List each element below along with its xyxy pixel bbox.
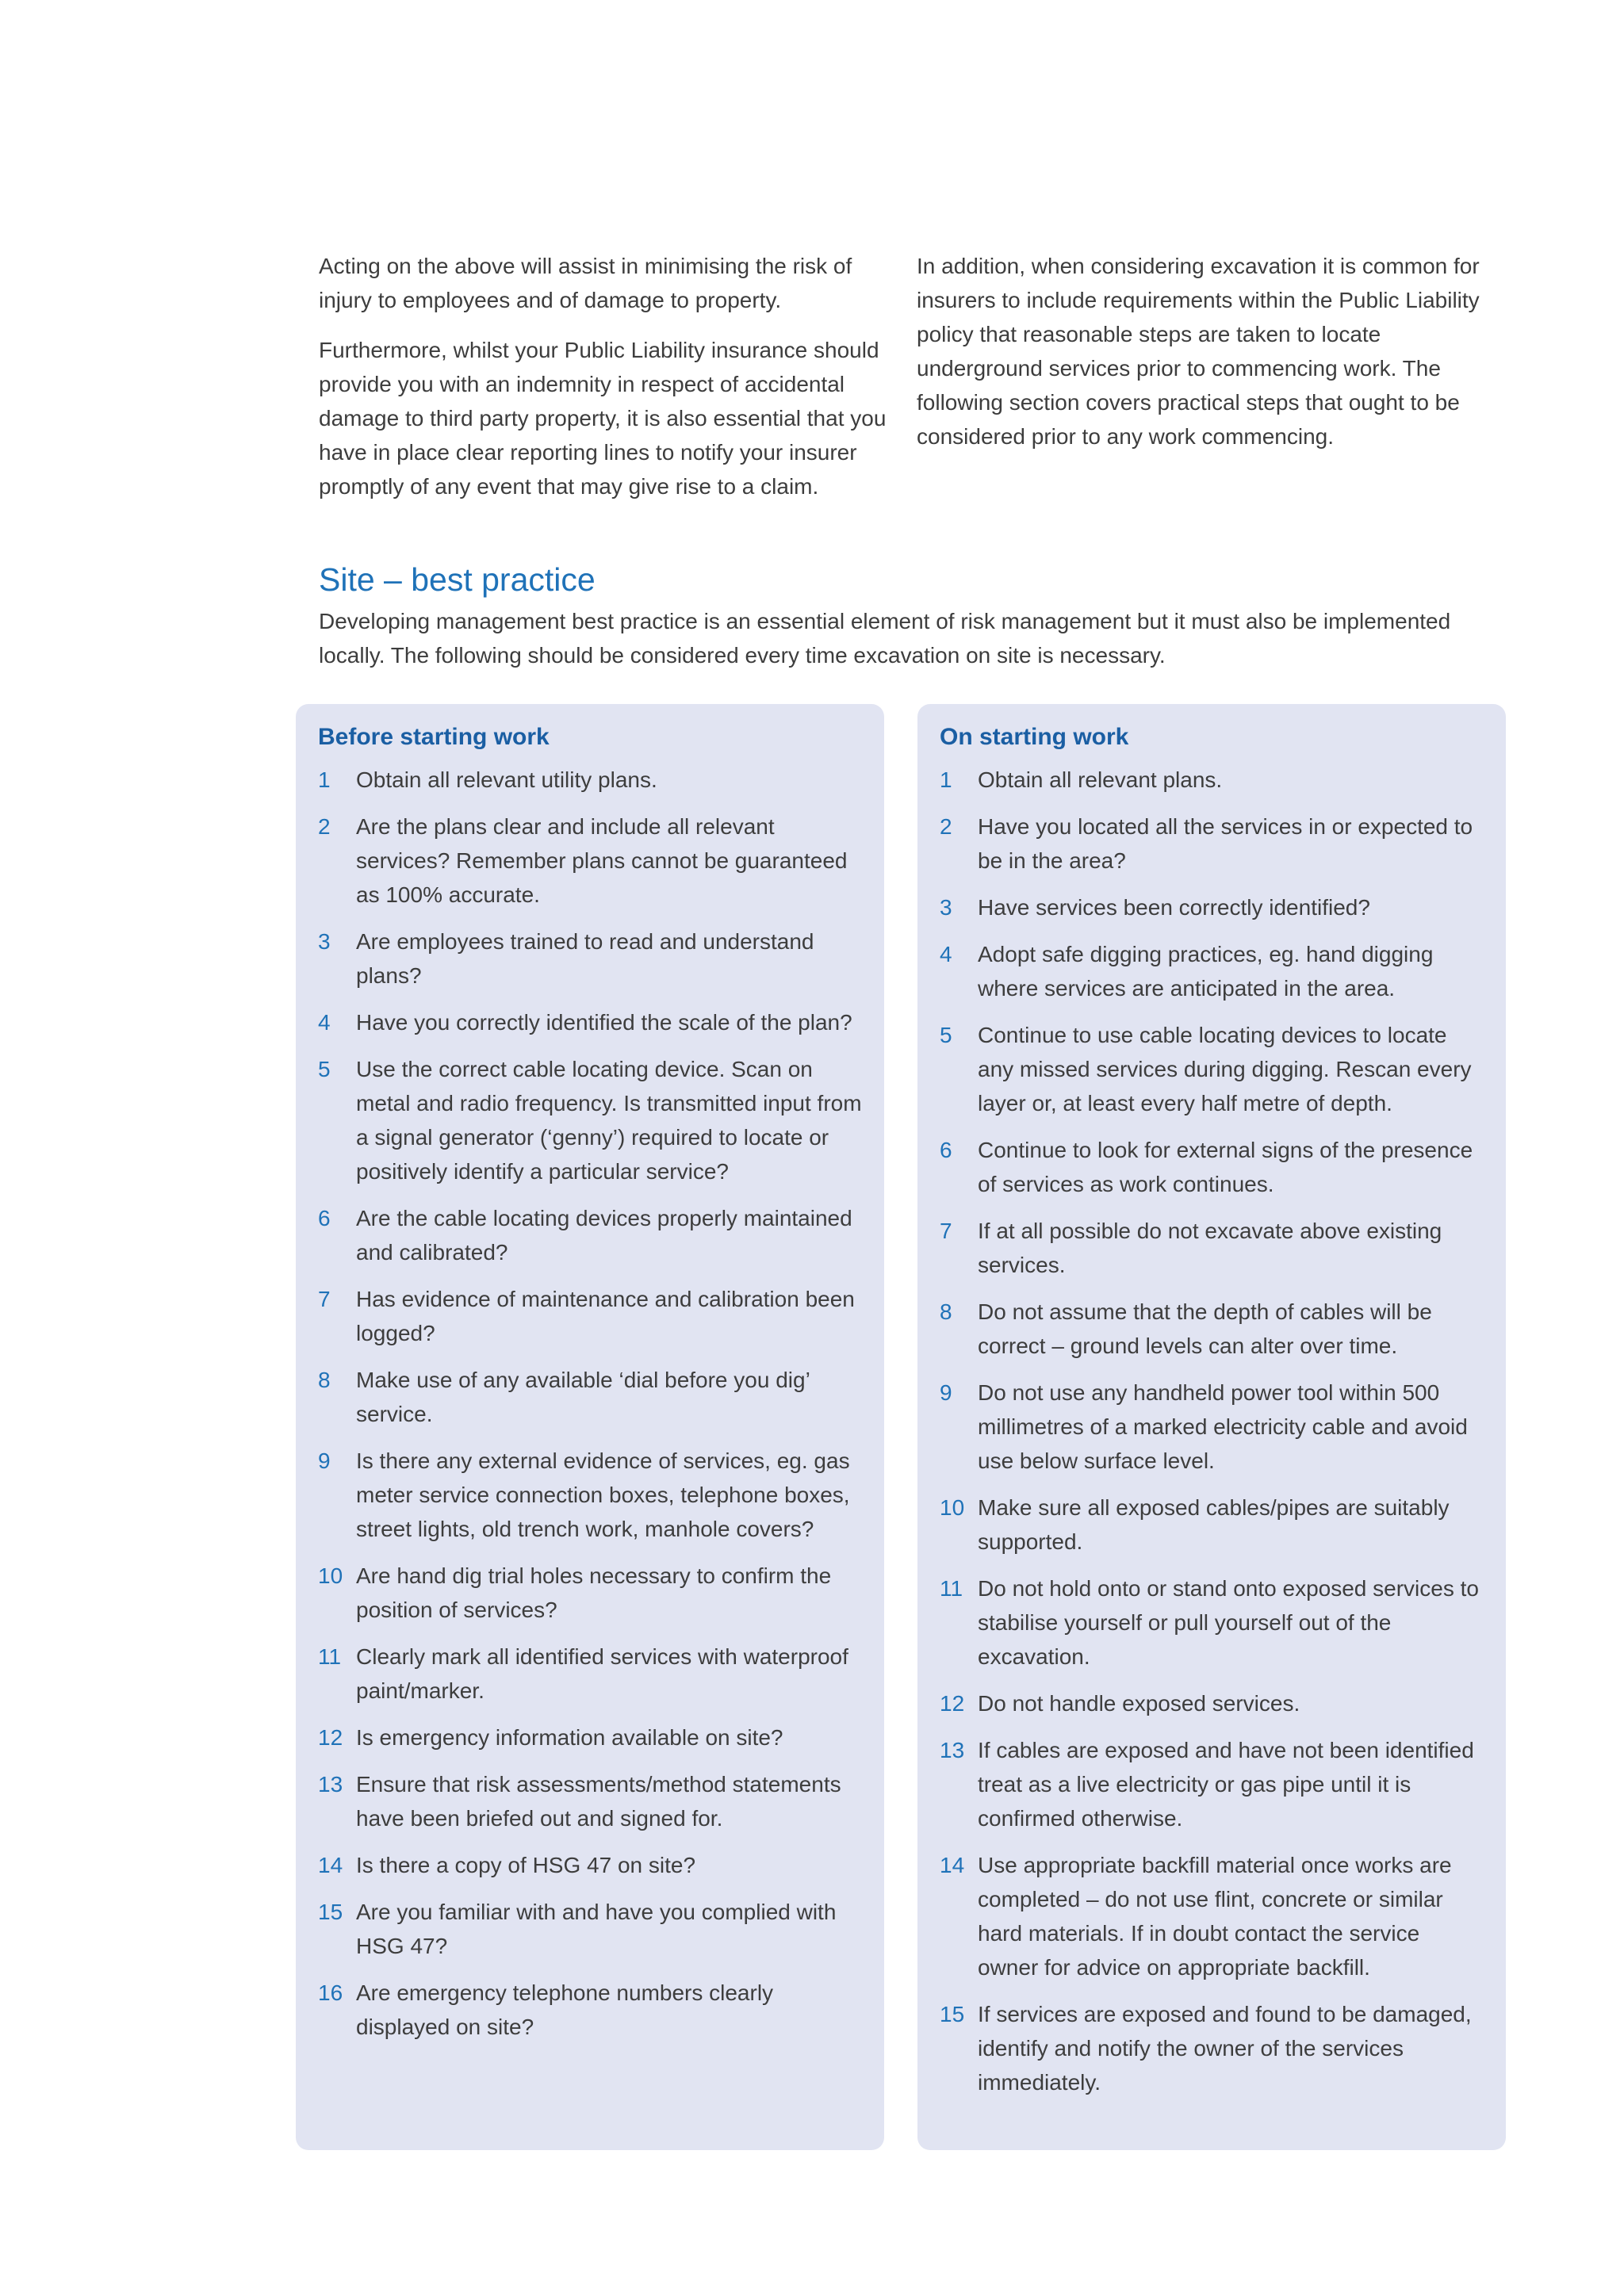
item-text: Obtain all relevant utility plans. xyxy=(356,767,657,792)
item-number: 6 xyxy=(318,1206,331,1230)
item-text: If cables are exposed and have not been identified treat as a live electricity or gas pipe until it is confirmed otherwise. xyxy=(978,1738,1474,1831)
item-number: 14 xyxy=(318,1853,343,1877)
item-number: 15 xyxy=(940,2002,965,2026)
panel-title: Before starting work xyxy=(318,724,550,750)
intro-paragraph: In addition, when considering excavation it is common for insurers to include requirements within the Public Liability policy that reasonable steps are taken to locate underground services prior to commencing work. The following section covers practical steps that ought to be considered prior to any work commencing. xyxy=(917,254,1480,449)
item-number: 10 xyxy=(940,1495,965,1520)
item-number: 5 xyxy=(940,1023,952,1047)
list-item xyxy=(318,763,862,797)
intro-paragraph: Acting on the above will assist in minimising the risk of injury to employees and of damage to property. xyxy=(319,254,852,312)
item-number: 13 xyxy=(940,1738,965,1762)
item-text: Have you located all the services in or expected to be in the area? xyxy=(978,814,1473,873)
section-lead: Developing management best practice is an essential element of risk management but it must also be implemented locally. The following should be considered every time excavation on site is necessary. xyxy=(319,609,1451,668)
item-text: Continue to use cable locating devices to locate any missed services during digging. Rescan every layer or, at least every half metre of depth. xyxy=(978,1023,1472,1115)
list-item xyxy=(940,1018,1484,1120)
list-item xyxy=(318,1363,862,1431)
item-number: 9 xyxy=(940,1380,952,1405)
list-item xyxy=(318,1444,862,1546)
list-item xyxy=(940,1376,1484,1478)
list-item xyxy=(318,1559,862,1627)
item-number: 10 xyxy=(318,1563,343,1588)
item-text: Make sure all exposed cables/pipes are suitably supported. xyxy=(978,1495,1450,1554)
item-number: 8 xyxy=(318,1368,331,1392)
panel-title: On starting work xyxy=(940,724,1129,750)
item-number: 8 xyxy=(940,1299,952,1324)
section-title: Site – best practice xyxy=(319,561,596,598)
list-item xyxy=(318,1005,862,1039)
list-item xyxy=(940,809,1484,878)
item-text: Do not use any handheld power tool within 500 millimetres of a marked electricity cable and avoid use below surface level. xyxy=(978,1380,1468,1473)
item-text: Is emergency information available on site? xyxy=(356,1725,783,1750)
list-item xyxy=(318,1052,862,1188)
item-number: 3 xyxy=(318,929,331,954)
item-number: 12 xyxy=(318,1725,343,1750)
list-item xyxy=(940,1295,1484,1363)
item-text: Use appropriate backfill material once works are completed – do not use flint, concrete or similar hard materials. If in doubt contact the service owner for advice on appropriate backfill. xyxy=(978,1853,1452,1980)
checklist xyxy=(940,763,1484,2099)
item-number: 9 xyxy=(318,1448,331,1473)
item-text: Adopt safe digging practices, eg. hand digging where services are anticipated in the area. xyxy=(978,942,1434,1001)
list-item xyxy=(940,1214,1484,1282)
item-text: Make use of any available ‘dial before you dig’ service. xyxy=(356,1368,810,1426)
item-text: Do not handle exposed services. xyxy=(978,1691,1300,1716)
list-item xyxy=(940,1848,1484,1984)
item-text: Do not hold onto or stand onto exposed services to stabilise yourself or pull yourself out of the excavation. xyxy=(978,1576,1479,1669)
item-text: Use the correct cable locating device. Scan on metal and radio frequency. Is transmitted input from a signal generator (‘genny’) required to locate or positively identify a particular service? xyxy=(356,1057,862,1184)
item-text: Has evidence of maintenance and calibration been logged? xyxy=(356,1287,855,1345)
item-number: 7 xyxy=(318,1287,331,1311)
item-number: 12 xyxy=(940,1691,965,1716)
list-item xyxy=(318,809,862,912)
item-number: 14 xyxy=(940,1853,965,1877)
list-item xyxy=(318,1640,862,1708)
item-number: 1 xyxy=(940,767,952,792)
item-number: 11 xyxy=(318,1644,342,1669)
item-text: Obtain all relevant plans. xyxy=(978,767,1223,792)
item-text: If at all possible do not excavate above existing services. xyxy=(978,1219,1442,1277)
item-text: Are hand dig trial holes necessary to confirm the position of services? xyxy=(356,1563,832,1622)
item-number: 16 xyxy=(318,1980,343,2005)
item-number: 4 xyxy=(318,1010,331,1035)
list-item xyxy=(318,1976,862,2044)
item-text: Is there a copy of HSG 47 on site? xyxy=(356,1853,696,1877)
item-number: 15 xyxy=(318,1900,343,1924)
item-number: 13 xyxy=(318,1772,343,1797)
item-number: 5 xyxy=(318,1057,331,1081)
item-number: 7 xyxy=(940,1219,952,1243)
item-text: Are the plans clear and include all relevant services? Remember plans cannot be guaranteed as 100% accurate. xyxy=(356,814,848,907)
item-text: Are you familiar with and have you complied with HSG 47? xyxy=(356,1900,837,1958)
item-number: 2 xyxy=(318,814,331,839)
item-text: Have services been correctly identified? xyxy=(978,895,1370,920)
list-item xyxy=(940,937,1484,1005)
item-text: Continue to look for external signs of the presence of services as work continues. xyxy=(978,1138,1473,1196)
item-text: If services are exposed and found to be damaged, identify and notify the owner of the services immediately. xyxy=(978,2002,1472,2095)
list-item xyxy=(318,1848,862,1882)
item-number: 4 xyxy=(940,942,952,966)
item-number: 1 xyxy=(318,767,331,792)
on-starting-work-panel xyxy=(917,704,1506,2150)
list-item xyxy=(318,924,862,993)
list-item xyxy=(940,1733,1484,1835)
list-item xyxy=(318,1201,862,1269)
list-item xyxy=(940,1490,1484,1559)
list-item xyxy=(318,1895,862,1963)
list-item xyxy=(940,1571,1484,1674)
item-text: Clearly mark all identified services with waterproof paint/marker. xyxy=(356,1644,848,1703)
item-text: Are employees trained to read and understand plans? xyxy=(356,929,814,988)
item-number: 3 xyxy=(940,895,952,920)
list-item xyxy=(940,1686,1484,1720)
list-item xyxy=(940,1997,1484,2099)
list-item xyxy=(940,890,1484,924)
list-item xyxy=(318,1282,862,1350)
list-item xyxy=(940,1133,1484,1201)
item-text: Have you correctly identified the scale of the plan? xyxy=(356,1010,852,1035)
item-number: 6 xyxy=(940,1138,952,1162)
list-item xyxy=(940,763,1484,797)
item-text: Are emergency telephone numbers clearly displayed on site? xyxy=(356,1980,774,2039)
item-text: Ensure that risk assessments/method statements have been briefed out and signed for. xyxy=(356,1772,841,1831)
intro-right-column xyxy=(917,249,1484,519)
intro-text xyxy=(319,249,1484,519)
list-item xyxy=(318,1767,862,1835)
item-number: 2 xyxy=(940,814,952,839)
intro-paragraph: Furthermore, whilst your Public Liability insurance should provide you with an indemnity in respect of accidental damage to third party property, it is also essential that you have in place clear reporting lines to notify your insurer promptly of any event that may give rise to a claim. xyxy=(319,338,887,499)
item-text: Is there any external evidence of services, eg. gas meter service connection boxes, telephone boxes, street lights, old trench work, manhole covers? xyxy=(356,1448,850,1541)
before-starting-work-panel xyxy=(296,704,884,2150)
item-text: Are the cable locating devices properly maintained and calibrated? xyxy=(356,1206,852,1265)
item-number: 11 xyxy=(940,1576,963,1601)
checklist xyxy=(318,763,862,2044)
item-text: Do not assume that the depth of cables will be correct – ground levels can alter over time. xyxy=(978,1299,1432,1358)
intro-left-column xyxy=(319,249,887,519)
list-item xyxy=(318,1720,862,1755)
